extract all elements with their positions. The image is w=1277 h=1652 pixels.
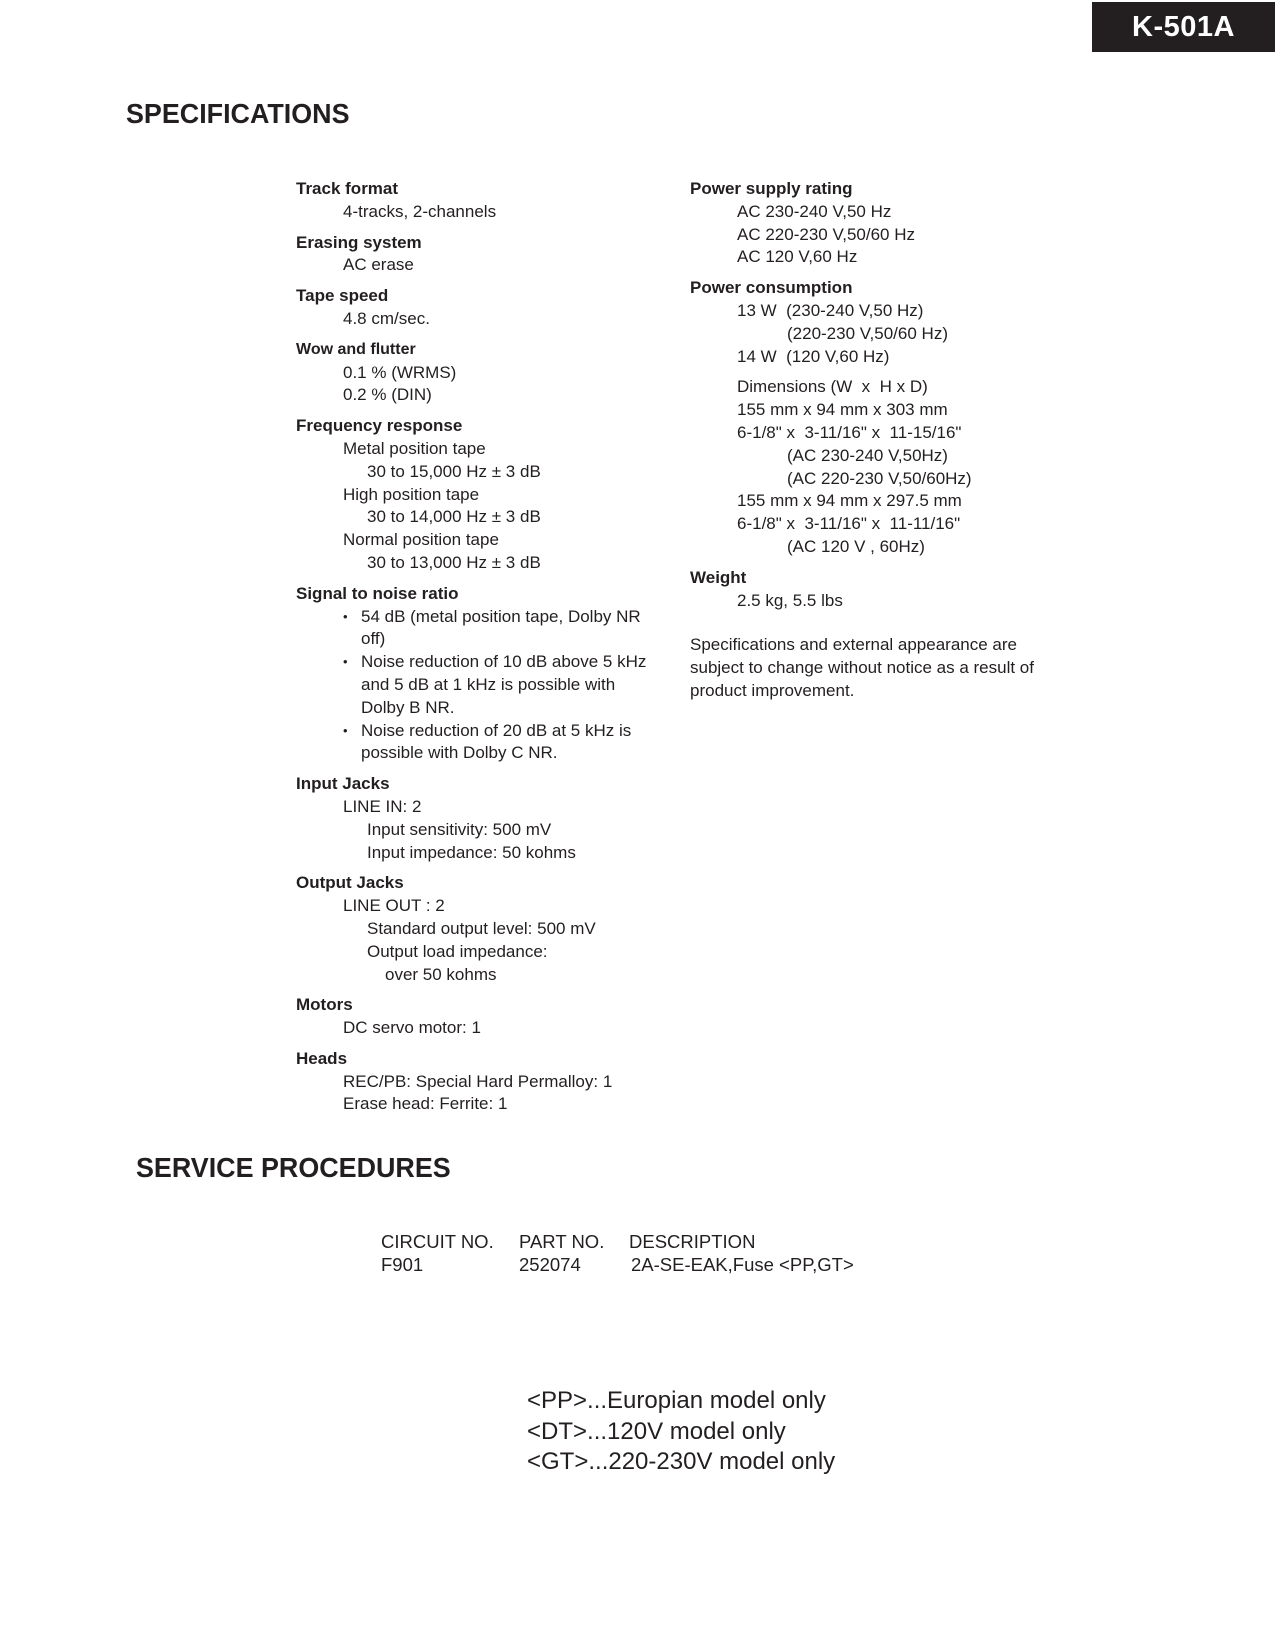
spec-weight	[690, 567, 1080, 613]
spec-subvalue: over 50 kohms	[385, 964, 497, 984]
spec-input-jacks	[296, 773, 686, 864]
spec-subvalue: Standard output level: 500 mV	[367, 918, 596, 938]
snr-bullet: • Noise reduction of 20 dB at 5 kHz is possible with Dolby C NR.	[343, 720, 663, 766]
spec-heads	[296, 1048, 686, 1116]
specifications-disclaimer: Specifications and external appearance are subject to change without notice as a result of product improvement.	[690, 635, 1034, 700]
spec-value: (220-230 V,50/60 Hz)	[787, 323, 948, 343]
frequency-range: 30 to 15,000 Hz ± 3 dB	[367, 461, 541, 481]
description-cell: 2A-SE-EAK,Fuse <PP,GT>	[631, 1254, 854, 1275]
frequency-range: 30 to 14,000 Hz ± 3 dB	[367, 507, 541, 527]
spec-frequency-response	[296, 415, 686, 575]
spec-value: AC 230-240 V,50 Hz	[737, 201, 892, 221]
dimensions-label: Dimensions (W x H x D)	[737, 377, 928, 397]
parts-table	[381, 1230, 854, 1276]
spec-output-jacks	[296, 872, 686, 986]
part-no-cell: 252074	[519, 1254, 581, 1275]
spec-power-consumption	[690, 277, 1080, 368]
snr-bullet-list	[296, 606, 663, 766]
spec-label: Signal to noise ratio	[296, 583, 459, 603]
spec-label: Track format	[296, 179, 399, 198]
spec-label: Wow and flutter	[296, 340, 416, 358]
spec-value: 2.5 kg, 5.5 lbs	[737, 590, 843, 610]
spec-value: 14 W (120 V,60 Hz)	[737, 346, 890, 366]
dimensions-note: (AC 220-230 V,50/60Hz)	[787, 468, 972, 488]
footnote: <PP>...Europian model only	[527, 1387, 826, 1414]
spec-value: LINE IN: 2	[343, 796, 422, 816]
spec-value: 0.2 % (DIN)	[343, 385, 432, 405]
spec-signal-noise	[296, 583, 686, 765]
dimensions-inches: 6-1/8" x 3-11/16" x 11-15/16"	[737, 422, 962, 442]
spec-label: Motors	[296, 995, 353, 1015]
spec-label: Tape speed	[296, 286, 389, 306]
spec-tape-speed	[296, 285, 686, 331]
frequency-range: 30 to 13,000 Hz ± 3 dB	[367, 552, 541, 572]
spec-label: Erasing system	[296, 232, 422, 252]
footnote: <DT>...120V model only	[527, 1417, 786, 1445]
column-header: CIRCUIT NO.	[381, 1231, 494, 1252]
dimensions-note: (AC 120 V , 60Hz)	[787, 536, 925, 556]
spec-label: Weight	[690, 567, 747, 587]
spec-value: 0.1 % (WRMS)	[343, 362, 457, 382]
specs-right-column	[690, 178, 1080, 703]
spec-label: Input Jacks	[296, 774, 390, 794]
snr-bullet: • Noise reduction of 10 dB above 5 kHz and 5 dB at 1 kHz is possible with Dolby B NR.	[343, 651, 663, 719]
spec-value: LINE OUT : 2	[343, 896, 445, 916]
spec-value: DC servo motor: 1	[343, 1018, 481, 1038]
spec-label: Heads	[296, 1048, 348, 1068]
spec-power-supply	[690, 178, 1080, 269]
column-header: DESCRIPTION	[629, 1231, 756, 1252]
tape-type: Metal position tape	[343, 438, 486, 458]
tape-type: High position tape	[343, 484, 480, 504]
spec-label: Output Jacks	[296, 873, 404, 893]
spec-value: REC/PB: Special Hard Permalloy: 1	[343, 1071, 613, 1091]
spec-value: AC erase	[343, 255, 414, 275]
footnote: <GT>...220-230V model only	[527, 1448, 836, 1475]
spec-value: 4.8 cm/sec.	[343, 308, 430, 328]
spec-value: 13 W (230-240 V,50 Hz)	[737, 300, 924, 320]
spec-subvalue: Output load impedance:	[367, 941, 548, 961]
table-row	[381, 1253, 854, 1276]
spec-value: 4-tracks, 2-channels	[343, 201, 497, 221]
circuit-no-cell: F901	[381, 1254, 424, 1275]
spec-erasing-system	[296, 232, 686, 278]
spec-wow-flutter	[296, 339, 686, 407]
column-header: PART NO.	[519, 1231, 605, 1252]
model-footnotes	[527, 1386, 835, 1478]
dimensions-mm: 155 mm x 94 mm x 303 mm	[737, 400, 948, 420]
dimensions-note: (AC 230-240 V,50Hz)	[787, 445, 948, 465]
spec-label: Power supply rating	[690, 179, 853, 198]
spec-label: Power consumption	[690, 278, 853, 298]
table-header-row	[381, 1230, 854, 1253]
dimensions-mm: 155 mm x 94 mm x 297.5 mm	[737, 491, 962, 511]
spec-dimensions	[690, 376, 1080, 558]
service-procedures-title: SERVICE PROCEDURES	[136, 1152, 451, 1183]
dimensions-inches: 6-1/8" x 3-11/16" x 11-11/16"	[737, 514, 961, 534]
model-badge: K-501A	[1092, 2, 1275, 52]
spec-label: Frequency response	[296, 416, 463, 436]
spec-value: AC 220-230 V,50/60 Hz	[737, 224, 915, 244]
specs-left-column	[296, 178, 686, 1124]
spec-value: Erase head: Ferrite: 1	[343, 1094, 508, 1114]
spec-subvalue: Input sensitivity: 500 mV	[367, 819, 552, 839]
specifications-title: SPECIFICATIONS	[126, 98, 350, 129]
spec-track-format	[296, 178, 686, 224]
spec-motors	[296, 994, 686, 1040]
spec-subvalue: Input impedance: 50 kohms	[367, 842, 576, 862]
spec-value: AC 120 V,60 Hz	[737, 247, 858, 267]
tape-type: Normal position tape	[343, 530, 499, 550]
snr-bullet: • 54 dB (metal position tape, Dolby NR off)	[343, 606, 663, 652]
